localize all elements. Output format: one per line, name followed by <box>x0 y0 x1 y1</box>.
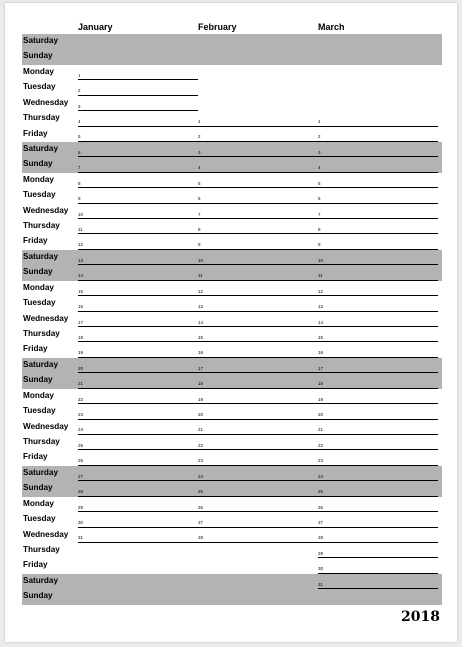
date-cell-january[interactable] <box>78 453 198 466</box>
date-cell-january[interactable] <box>78 221 198 234</box>
date-cell-january[interactable] <box>78 67 198 80</box>
calendar-row <box>22 265 442 280</box>
date-cell-january[interactable] <box>78 468 198 481</box>
date-number: 16 <box>78 304 84 310</box>
day-label: Saturday <box>23 143 59 153</box>
date-cell-march[interactable] <box>318 468 438 481</box>
date-number: 31 <box>318 581 324 587</box>
calendar-grid <box>22 34 442 605</box>
date-number: 23 <box>198 458 204 464</box>
calendar-row <box>22 96 442 111</box>
date-number: 29 <box>78 504 84 510</box>
date-number: 25 <box>318 489 324 495</box>
date-number: 26 <box>318 504 324 510</box>
date-cell-january[interactable] <box>78 160 198 173</box>
calendar-row <box>22 296 442 311</box>
date-number: 1 <box>198 119 201 125</box>
date-cell-january[interactable] <box>78 329 198 342</box>
date-number: 11 <box>78 226 83 232</box>
day-label: Friday <box>23 236 48 246</box>
calendar-row <box>22 497 442 512</box>
calendar-row <box>22 312 442 327</box>
date-cell-march[interactable] <box>318 499 438 512</box>
date-number: 17 <box>198 365 204 371</box>
calendar-row <box>22 327 442 342</box>
month-header-march: March <box>318 22 345 32</box>
date-number: 22 <box>318 442 324 448</box>
date-cell-february[interactable] <box>198 360 318 373</box>
date-number: 7 <box>198 211 201 217</box>
date-cell-february[interactable] <box>198 175 318 188</box>
date-number: 17 <box>318 365 324 371</box>
calendar-row <box>22 435 442 450</box>
date-number: 16 <box>318 350 324 356</box>
date-number: 7 <box>78 165 81 171</box>
date-cell-march[interactable] <box>318 283 438 296</box>
date-number: 8 <box>78 180 81 186</box>
date-cell-march[interactable] <box>318 530 438 543</box>
calendar-row <box>22 373 442 388</box>
date-cell-january[interactable] <box>78 314 198 327</box>
calendar-row <box>22 558 442 573</box>
date-number: 18 <box>318 381 324 387</box>
date-number: 23 <box>318 458 324 464</box>
date-number: 30 <box>318 566 324 572</box>
date-cell-february[interactable] <box>198 468 318 481</box>
date-cell-march[interactable] <box>318 391 438 404</box>
calendar-row <box>22 173 442 188</box>
date-number: 12 <box>318 288 324 294</box>
date-cell-january[interactable] <box>78 114 198 127</box>
date-cell-march[interactable] <box>318 237 438 250</box>
day-label: Saturday <box>23 467 59 477</box>
day-label: Sunday <box>23 591 53 601</box>
date-number: 4 <box>78 119 81 125</box>
date-cell-march[interactable] <box>318 160 438 173</box>
date-number: 15 <box>78 288 84 294</box>
date-cell-march[interactable] <box>318 314 438 327</box>
date-number: 5 <box>78 134 81 140</box>
date-number: 5 <box>198 180 201 186</box>
date-number: 9 <box>318 242 321 248</box>
calendar-row <box>22 466 442 481</box>
date-number: 7 <box>318 211 321 217</box>
date-cell-march[interactable] <box>318 561 438 574</box>
day-label: Thursday <box>23 221 60 231</box>
date-number: 24 <box>198 473 204 479</box>
date-number: 2 <box>198 134 201 140</box>
day-label: Thursday <box>23 436 60 446</box>
date-cell-february[interactable] <box>198 129 318 142</box>
date-number: 11 <box>318 273 323 279</box>
calendar-row <box>22 512 442 527</box>
date-cell-march[interactable] <box>318 206 438 219</box>
date-cell-march[interactable] <box>318 484 438 497</box>
date-cell-january[interactable] <box>78 83 198 96</box>
date-cell-january[interactable] <box>78 252 198 265</box>
date-number: 26 <box>78 458 84 464</box>
date-number: 1 <box>318 119 321 125</box>
date-number: 14 <box>78 273 84 279</box>
calendar-row <box>22 574 442 589</box>
calendar-row <box>22 234 442 249</box>
calendar-row <box>22 404 442 419</box>
date-cell-february[interactable] <box>198 191 318 204</box>
date-cell-march[interactable] <box>318 252 438 265</box>
date-cell-march[interactable] <box>318 576 438 589</box>
date-cell-february[interactable] <box>198 160 318 173</box>
date-cell-february[interactable] <box>198 437 318 450</box>
calendar-row <box>22 80 442 95</box>
date-cell-march[interactable] <box>318 437 438 450</box>
date-number: 13 <box>318 304 324 310</box>
day-label: Saturday <box>23 575 59 585</box>
date-number: 13 <box>78 257 84 263</box>
date-cell-march[interactable] <box>318 329 438 342</box>
date-cell-february[interactable] <box>198 114 318 127</box>
date-number: 20 <box>198 412 204 418</box>
date-cell-january[interactable] <box>78 98 198 111</box>
date-cell-february[interactable] <box>198 144 318 157</box>
date-number: 28 <box>78 489 84 495</box>
calendar-row <box>22 157 442 172</box>
date-number: 21 <box>318 427 324 433</box>
day-label: Monday <box>23 390 54 400</box>
date-number: 5 <box>318 180 321 186</box>
date-number: 25 <box>78 442 84 448</box>
date-number: 3 <box>318 149 321 155</box>
calendar-sheet <box>5 3 457 642</box>
date-cell-march[interactable] <box>318 515 438 528</box>
calendar-row <box>22 358 442 373</box>
calendar-row <box>22 589 442 604</box>
calendar-row <box>22 142 442 157</box>
date-cell-february[interactable] <box>198 237 318 250</box>
day-label: Tuesday <box>23 406 56 416</box>
date-cell-march[interactable] <box>318 345 438 358</box>
date-cell-march[interactable] <box>318 114 438 127</box>
date-number: 10 <box>198 257 204 263</box>
calendar-row <box>22 450 442 465</box>
date-cell-february[interactable] <box>198 530 318 543</box>
date-number: 19 <box>78 350 84 356</box>
day-label: Sunday <box>23 267 53 277</box>
date-number: 1 <box>78 72 81 78</box>
date-number: 13 <box>198 304 204 310</box>
date-cell-february[interactable] <box>198 329 318 342</box>
date-cell-january[interactable] <box>78 299 198 312</box>
date-cell-january[interactable] <box>78 422 198 435</box>
date-number: 20 <box>318 412 324 418</box>
date-number: 14 <box>198 319 204 325</box>
date-cell-march[interactable] <box>318 175 438 188</box>
date-cell-january[interactable] <box>78 268 198 281</box>
date-cell-january[interactable] <box>78 360 198 373</box>
date-number: 4 <box>318 165 321 171</box>
date-number: 12 <box>198 288 204 294</box>
day-label: Tuesday <box>23 190 56 200</box>
date-cell-january[interactable] <box>78 391 198 404</box>
date-number: 21 <box>78 381 84 387</box>
date-number: 6 <box>198 196 201 202</box>
month-header-january: January <box>78 22 113 32</box>
day-label: Wednesday <box>23 421 69 431</box>
day-label: Saturday <box>23 251 59 261</box>
date-number: 2 <box>78 88 81 94</box>
day-label: Tuesday <box>23 514 56 524</box>
day-label: Monday <box>23 174 54 184</box>
date-cell-march[interactable] <box>318 129 438 142</box>
date-number: 21 <box>198 427 204 433</box>
date-cell-march[interactable] <box>318 376 438 389</box>
date-number: 22 <box>198 442 204 448</box>
day-label: Friday <box>23 560 48 570</box>
day-label: Thursday <box>23 544 60 554</box>
date-number: 3 <box>198 149 201 155</box>
day-label: Thursday <box>23 329 60 339</box>
date-number: 3 <box>78 103 81 109</box>
calendar-row <box>22 65 442 80</box>
date-cell-february[interactable] <box>198 252 318 265</box>
date-number: 4 <box>198 165 201 171</box>
date-cell-february[interactable] <box>198 407 318 420</box>
date-number: 2 <box>318 134 321 140</box>
date-cell-february[interactable] <box>198 345 318 358</box>
calendar-row <box>22 219 442 234</box>
calendar-row <box>22 543 442 558</box>
date-cell-february[interactable] <box>198 515 318 528</box>
date-number: 30 <box>78 520 84 525</box>
date-cell-january[interactable] <box>78 515 198 528</box>
date-number: 18 <box>78 334 84 340</box>
date-cell-march[interactable] <box>318 422 438 435</box>
date-cell-february[interactable] <box>198 499 318 512</box>
calendar-row <box>22 528 442 543</box>
day-label: Wednesday <box>23 313 69 323</box>
date-number: 24 <box>78 427 84 433</box>
calendar-row <box>22 481 442 496</box>
date-cell-march[interactable] <box>318 144 438 157</box>
day-label: Saturday <box>23 359 59 369</box>
date-cell-january[interactable] <box>78 175 198 188</box>
day-label: Monday <box>23 498 54 508</box>
date-cell-january[interactable] <box>78 283 198 296</box>
date-number: 14 <box>318 319 324 325</box>
date-number: 27 <box>78 473 84 479</box>
date-cell-february[interactable] <box>198 283 318 296</box>
day-label: Friday <box>23 452 48 462</box>
calendar-row <box>22 204 442 219</box>
year-label: 2018 <box>401 609 440 625</box>
date-number: 8 <box>198 226 201 232</box>
calendar-row <box>22 281 442 296</box>
date-number: 22 <box>78 396 84 402</box>
date-number: 23 <box>78 412 84 418</box>
date-number: 9 <box>198 242 201 248</box>
date-cell-january[interactable] <box>78 237 198 250</box>
date-cell-january[interactable] <box>78 407 198 420</box>
day-label: Thursday <box>23 113 60 123</box>
date-cell-march[interactable] <box>318 268 438 281</box>
date-cell-january[interactable] <box>78 437 198 450</box>
day-label: Wednesday <box>23 529 69 539</box>
date-number: 8 <box>318 226 321 232</box>
date-cell-january[interactable] <box>78 499 198 512</box>
day-label: Monday <box>23 66 54 76</box>
date-number: 25 <box>198 489 204 495</box>
date-cell-january[interactable] <box>78 129 198 142</box>
date-cell-march[interactable] <box>318 191 438 204</box>
date-number: 6 <box>78 149 81 155</box>
calendar-row <box>22 342 442 357</box>
day-label: Tuesday <box>23 82 56 92</box>
date-number: 20 <box>78 365 84 371</box>
date-number: 28 <box>198 535 204 541</box>
date-number: 12 <box>78 242 84 248</box>
calendar-row <box>22 127 442 142</box>
date-cell-february[interactable] <box>198 299 318 312</box>
day-label: Sunday <box>23 483 53 493</box>
date-number: 9 <box>78 196 81 202</box>
date-cell-march[interactable] <box>318 299 438 312</box>
date-cell-february[interactable] <box>198 206 318 219</box>
calendar-row <box>22 389 442 404</box>
day-label: Monday <box>23 282 54 292</box>
date-number: 11 <box>198 273 203 279</box>
date-cell-january[interactable] <box>78 345 198 358</box>
calendar-row <box>22 420 442 435</box>
date-number: 17 <box>78 319 84 325</box>
date-number: 27 <box>318 520 324 525</box>
date-number: 16 <box>198 350 204 356</box>
date-cell-january[interactable] <box>78 530 198 543</box>
date-cell-february[interactable] <box>198 314 318 327</box>
calendar-row <box>22 49 442 64</box>
date-number: 15 <box>318 334 324 340</box>
date-cell-january[interactable] <box>78 191 198 204</box>
day-label: Friday <box>23 344 48 354</box>
date-cell-january[interactable] <box>78 376 198 389</box>
date-cell-february[interactable] <box>198 422 318 435</box>
date-cell-february[interactable] <box>198 391 318 404</box>
day-label: Sunday <box>23 51 53 61</box>
date-number: 29 <box>318 550 324 556</box>
day-label: Sunday <box>23 375 53 385</box>
date-cell-february[interactable] <box>198 221 318 234</box>
calendar-row <box>22 34 442 49</box>
day-label: Tuesday <box>23 298 56 308</box>
day-label: Wednesday <box>23 205 69 215</box>
date-number: 28 <box>318 535 324 541</box>
date-cell-march[interactable] <box>318 453 438 466</box>
calendar-row <box>22 111 442 126</box>
date-number: 10 <box>318 257 324 263</box>
date-number: 27 <box>198 520 204 525</box>
date-cell-january[interactable] <box>78 206 198 219</box>
calendar-row <box>22 188 442 203</box>
date-cell-march[interactable] <box>318 360 438 373</box>
date-number: 19 <box>318 396 324 402</box>
date-cell-march[interactable] <box>318 407 438 420</box>
day-label: Saturday <box>23 36 59 45</box>
date-cell-february[interactable] <box>198 376 318 389</box>
calendar-row <box>22 250 442 265</box>
date-cell-march[interactable] <box>318 545 438 558</box>
date-number: 24 <box>318 473 324 479</box>
date-number: 6 <box>318 196 321 202</box>
date-number: 31 <box>78 535 84 541</box>
date-number: 26 <box>198 504 204 510</box>
date-number: 19 <box>198 396 204 402</box>
date-cell-february[interactable] <box>198 268 318 281</box>
day-label: Wednesday <box>23 97 69 107</box>
date-number: 10 <box>78 211 84 217</box>
day-label: Sunday <box>23 159 53 169</box>
date-number: 18 <box>198 381 204 387</box>
date-cell-march[interactable] <box>318 221 438 234</box>
date-cell-january[interactable] <box>78 144 198 157</box>
date-cell-january[interactable] <box>78 484 198 497</box>
date-cell-february[interactable] <box>198 453 318 466</box>
month-header-february: February <box>198 22 237 32</box>
day-label: Friday <box>23 128 48 138</box>
date-cell-february[interactable] <box>198 484 318 497</box>
date-number: 15 <box>198 334 204 340</box>
